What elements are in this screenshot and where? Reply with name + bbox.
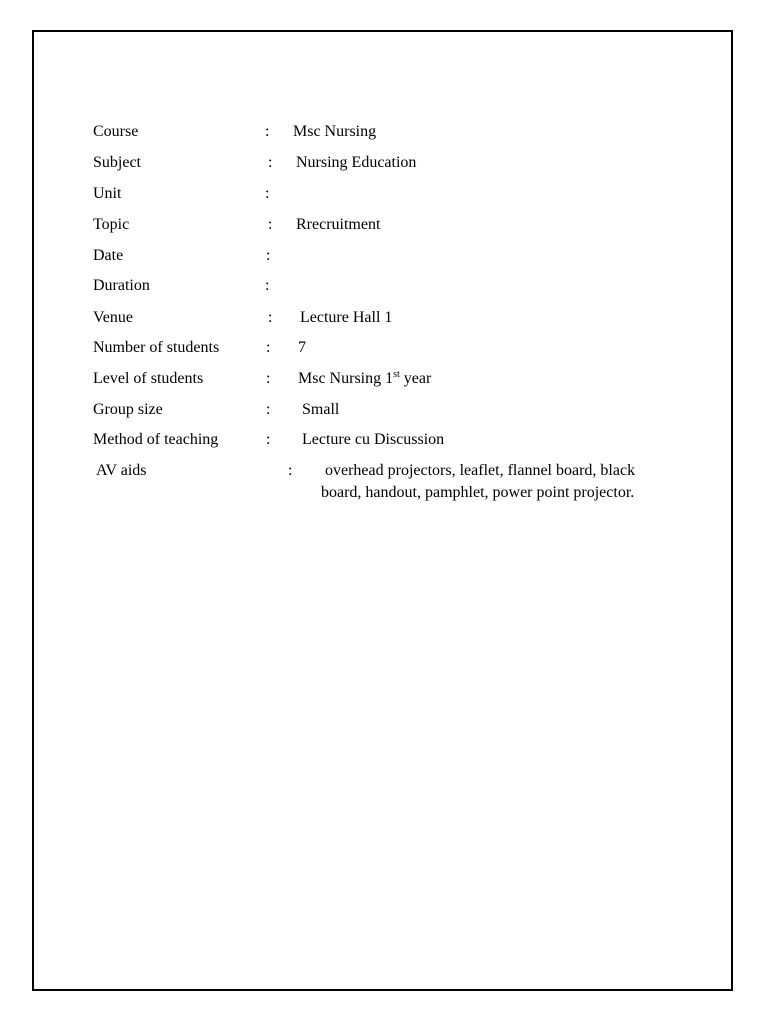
field-value: Small — [302, 401, 340, 418]
field-av-aids — [0, 460, 768, 506]
level-ordinal-suffix: st — [393, 369, 400, 380]
field-value — [298, 368, 431, 390]
field-level-of-students — [0, 368, 768, 390]
field-label: Duration — [93, 277, 150, 294]
av-aids-value-line-1: overhead projectors, leaflet, flannel board, black — [325, 462, 636, 479]
field-method-of-teaching — [0, 429, 768, 451]
field-duration — [0, 275, 768, 297]
field-value: Rrecruitment — [296, 216, 381, 233]
field-label: Venue — [93, 309, 133, 326]
field-value: Lecture cu Discussion — [302, 431, 445, 448]
field-label: Group size — [93, 401, 163, 418]
field-label: Date — [93, 247, 124, 264]
field-label: Number of students — [93, 339, 220, 356]
field-label: Topic — [93, 216, 130, 233]
field-venue — [0, 307, 768, 329]
field-label: Method of teaching — [93, 431, 219, 448]
field-label: AV aids — [96, 462, 147, 479]
field-group-size — [0, 399, 768, 421]
field-colon: : — [265, 277, 270, 294]
field-subject — [0, 152, 768, 174]
field-value: Nursing Education — [296, 154, 417, 171]
field-number-of-students — [0, 337, 768, 359]
field-colon: : — [268, 216, 273, 233]
field-course — [0, 121, 768, 143]
field-colon: : — [265, 185, 270, 202]
av-aids-value-line-2: board, handout, pamphlet, power point projector. — [321, 484, 635, 501]
level-suffix: year — [399, 370, 432, 387]
field-value: Lecture Hall 1 — [300, 309, 393, 326]
field-colon: : — [288, 462, 293, 479]
field-label: Unit — [93, 185, 122, 202]
field-value: Msc Nursing — [293, 123, 377, 140]
field-unit — [0, 183, 768, 205]
field-colon: : — [268, 154, 273, 171]
field-label: Level of students — [93, 370, 204, 387]
field-colon: : — [266, 431, 271, 448]
field-label: Subject — [93, 154, 141, 171]
field-colon: : — [266, 370, 271, 387]
field-label: Course — [93, 123, 139, 140]
field-colon: : — [268, 309, 273, 326]
field-date — [0, 245, 768, 267]
field-colon: : — [265, 123, 270, 140]
field-colon: : — [266, 401, 271, 418]
field-colon: : — [266, 247, 271, 264]
level-prefix: Msc Nursing 1 — [298, 370, 394, 387]
field-topic — [0, 214, 768, 236]
field-value: 7 — [298, 339, 306, 356]
field-colon: : — [266, 339, 271, 356]
page-border — [32, 30, 733, 991]
